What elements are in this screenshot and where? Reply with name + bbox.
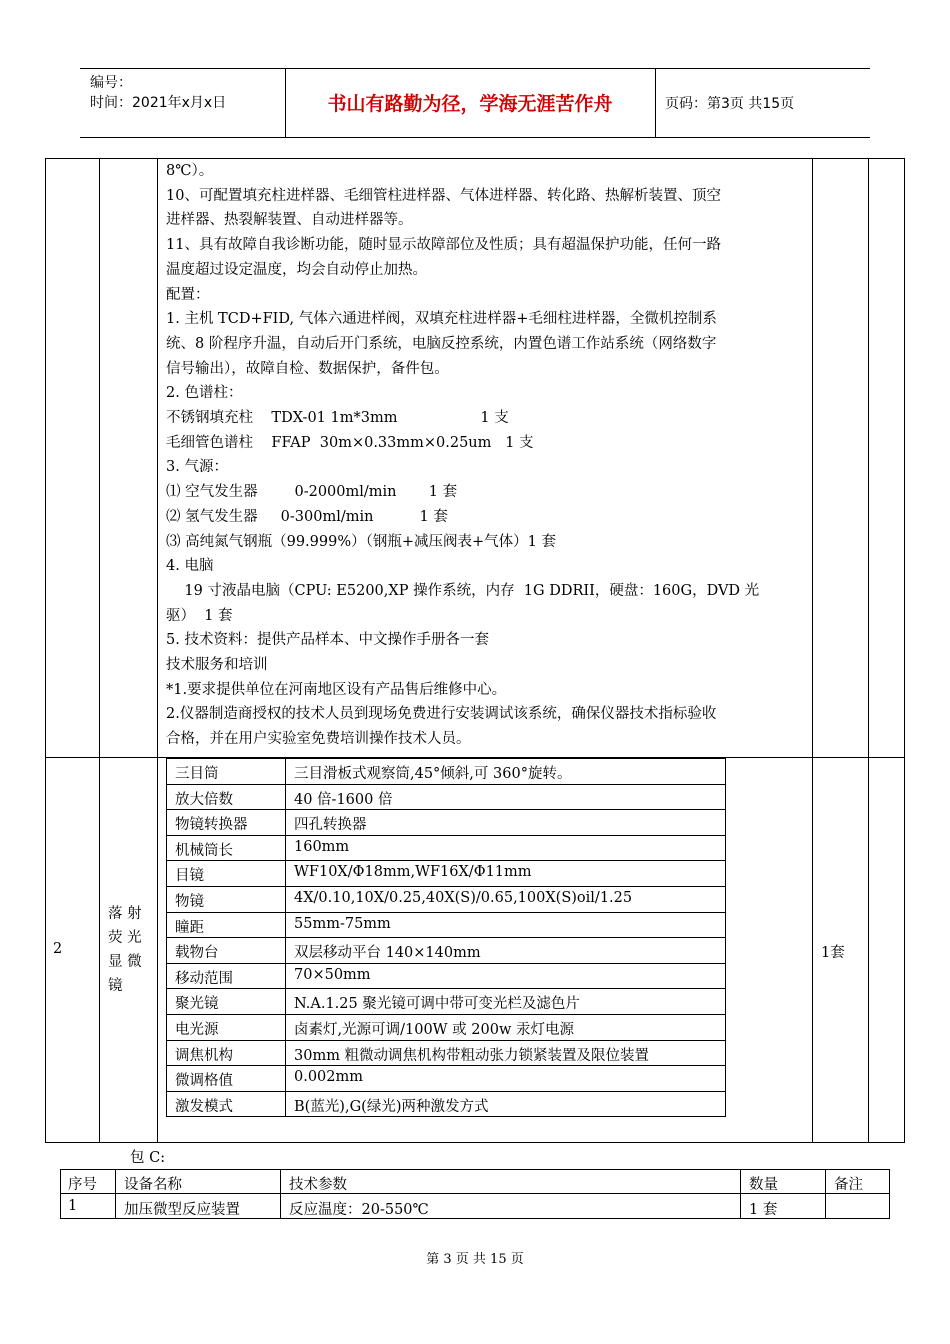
spec-value: 三目滑板式观察筒,45°倾斜,可 360°旋转。 (294, 766, 572, 782)
spec-key: 目镜 (175, 868, 204, 884)
spec-line: 配置： (166, 286, 210, 303)
spec-key: 载物台 (175, 945, 219, 961)
header-meta (90, 73, 226, 113)
spec-line: ⑶ 高纯氮气钢瓶（99.999%）（钢瓶+减压阀表+气体）1 套 (166, 533, 557, 550)
spec-value: 40 倍-1600 倍 (294, 792, 393, 808)
col-header: 数量 (749, 1177, 778, 1193)
header-slogan: 书山有路勤为径，学海无涯苦作舟 (327, 93, 613, 115)
table-cell: 1 (68, 1198, 78, 1214)
table-cell: 1 套 (749, 1202, 778, 1218)
spec-key: 物镜转换器 (175, 817, 248, 833)
spec-table (166, 758, 726, 1117)
col-header: 设备名称 (124, 1177, 182, 1193)
package-table (60, 1169, 890, 1219)
spec-key: 三目筒 (175, 766, 219, 782)
equipment-name-line: 显 微 (108, 954, 142, 970)
spec-line: 驱） 1 套 (166, 607, 233, 624)
spec-value: B(蓝光),G(绿光)两种激发方式 (294, 1099, 489, 1115)
spec-line: 3. 气源： (166, 459, 228, 476)
spec-line: 毛细管色谱柱 FFAP 30m×0.33mm×0.25um 1 支 (166, 434, 534, 451)
spec-value: 55mm-75mm (294, 916, 391, 932)
spec-line: 信号输出），故障自检、数据保护，备件包。 (166, 360, 449, 377)
spec-key: 瞳距 (175, 920, 204, 936)
spec-key: 机械筒长 (175, 843, 233, 859)
spec-line: 技术服务和培训 (166, 657, 268, 674)
spec-key: 移动范围 (175, 971, 233, 987)
spec-line: 统、8 阶程序升温，自动后开门系统，电脑反控系统，内置色谱工作站系统（网络数字 (166, 335, 717, 352)
page-header (80, 68, 870, 138)
spec-value: 双层移动平台 140×140mm (294, 945, 481, 961)
spec-line: 5. 技术资料：提供产品样本、中文操作手册各一套 (166, 632, 489, 649)
spec-line: ⑵ 氢气发生器 0-300ml/min 1 套 (166, 508, 448, 525)
spec-line: *1.要求提供单位在河南地区设有产品售后维修中心。 (166, 681, 507, 698)
col-header: 备注 (834, 1177, 863, 1193)
spec-value: WF10X/Φ18mm,WF16X/Φ11mm (294, 864, 532, 880)
header-number: 编号： (90, 75, 132, 91)
spec-value: N.A.1.25 聚光镜可调中带可变光栏及滤色片 (294, 996, 580, 1012)
spec-value: 70×50mm (294, 967, 371, 983)
spec-line: 19 寸液晶电脑（CPU: E5200,XP 操作系统，内存 1G DDRII，硬盘：160G，DVD 光 (166, 582, 760, 599)
spec-line: 温度超过设定温度，均会自动停止加热。 (166, 261, 427, 278)
spec-value: 4X/0.10,10X/0.25,40X(S)/0.65,100X(S)oil/1.25 (294, 890, 633, 906)
row-index: 2 (53, 941, 63, 957)
spec-line: 4. 电脑 (166, 558, 214, 575)
equipment-name-line: 荧 光 (108, 930, 142, 946)
spec-key: 放大倍数 (175, 792, 233, 808)
equipment-name (108, 902, 142, 998)
equipment-name-line: 镜 (108, 978, 123, 994)
table-cell: 加压微型反应装置 (124, 1202, 240, 1218)
spec-line: 进样器、热裂解装置、自动进样器等。 (166, 212, 413, 229)
equipment-quantity: 1套 (821, 945, 845, 961)
spec-key: 微调格值 (175, 1073, 233, 1089)
gc-spec-text (166, 159, 806, 752)
spec-key: 激发模式 (175, 1099, 233, 1115)
spec-line: 8℃）。 (166, 163, 214, 179)
spec-key: 物镜 (175, 894, 204, 910)
equipment-name-line: 落 射 (108, 906, 142, 922)
spec-line: 1. 主机 TCD+FID, 气体六通进样阀，双填充柱进样器+毛细柱进样器，全微机控制系 (166, 311, 717, 328)
col-header: 序号 (68, 1177, 97, 1193)
spec-line: ⑴ 空气发生器 0-2000ml/min 1 套 (166, 484, 458, 501)
spec-line: 合格，并在用户实验室免费培训操作技术人员。 (166, 731, 471, 748)
header-page-number: 页码：第3页 共15页 (665, 96, 795, 112)
spec-key: 调焦机构 (175, 1048, 233, 1064)
col-header: 技术参数 (289, 1177, 347, 1193)
spec-line: 不锈钢填充柱 TDX-01 1m*3mm 1 支 (166, 410, 509, 427)
spec-line: 2.仪器制造商授权的技术人员到现场免费进行安装调试该系统，确保仪器技术指标验收 (166, 706, 717, 723)
header-divider (655, 69, 656, 137)
package-title: 包 C: (130, 1150, 166, 1166)
spec-key: 电光源 (175, 1022, 219, 1038)
spec-value: 160mm (294, 839, 350, 855)
header-time: 时间：2021年x月x日 (90, 95, 227, 111)
spec-line: 10、可配置填充柱进样器、毛细管柱进样器、气体进样器、转化路、热解析装置、顶空 (166, 187, 721, 204)
spec-value: 四孔转换器 (294, 817, 367, 833)
spec-value: 卤素灯,光源可调/100W 或 200w 汞灯电源 (294, 1022, 574, 1038)
spec-line: 11、具有故障自我诊断功能，随时显示故障部位及性质；具有超温保护功能，任何一路 (166, 237, 721, 254)
page-footer: 第 3 页 共 15 页 (426, 1252, 524, 1267)
spec-value: 0.002mm (294, 1069, 364, 1085)
spec-key: 聚光镜 (175, 996, 219, 1012)
table-cell: 反应温度：20-550℃ (289, 1202, 429, 1218)
spec-line: 2. 色谱柱： (166, 385, 243, 402)
spec-value: 30mm 粗微动调焦机构带粗动张力锁紧装置及限位装置 (294, 1048, 650, 1064)
